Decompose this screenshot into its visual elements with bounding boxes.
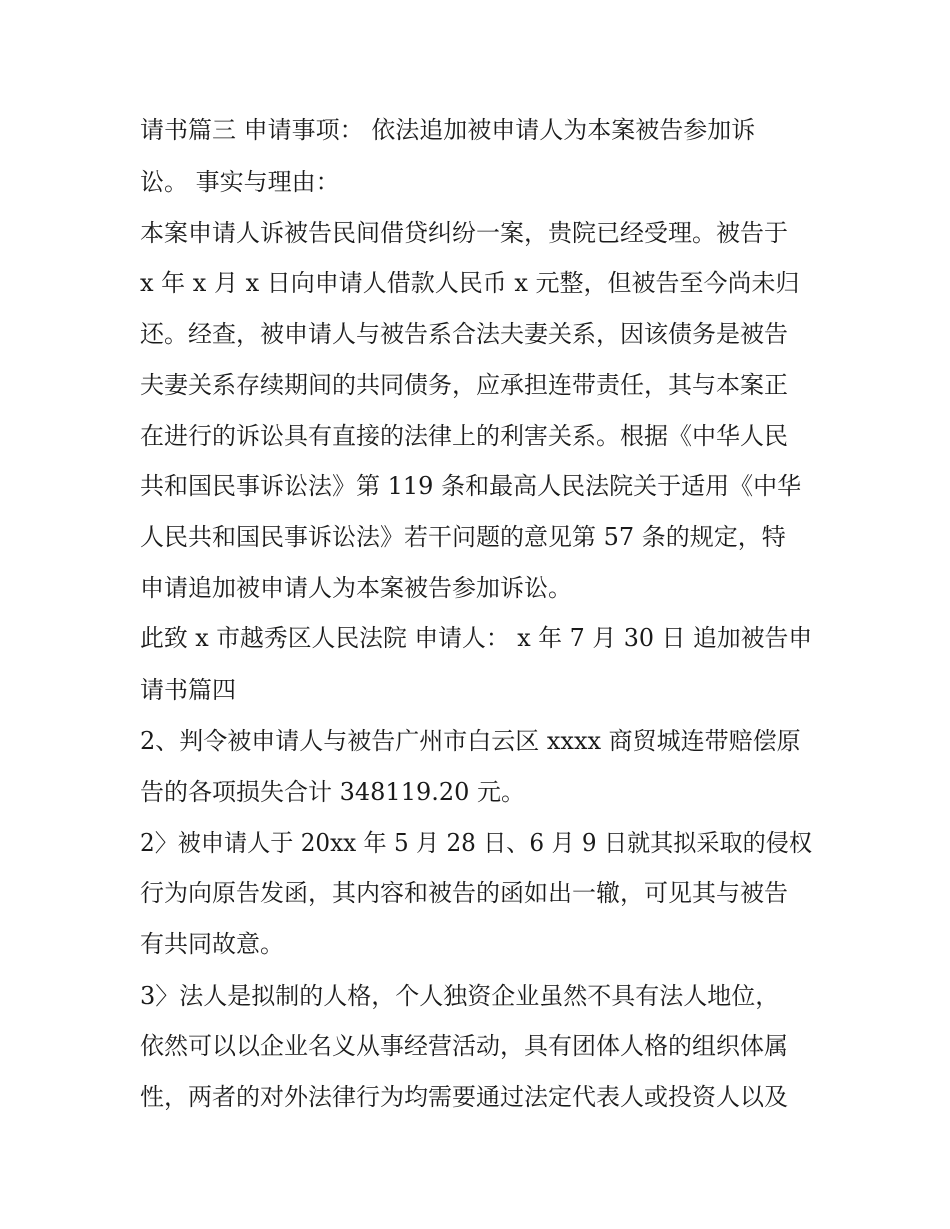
text-line: 本案申请人诉被告民间借贷纠纷一案，贵院已经受理。被告于 <box>140 219 788 247</box>
text-line: 还。经查，被申请人与被告系合法夫妻关系，因该债务是被告 <box>140 320 788 348</box>
text-line: 3〉法人是拟制的人格，个人独资企业虽然不具有法人地位， <box>140 982 780 1010</box>
text-line: 有共同故意。 <box>140 930 284 958</box>
text-line: 共和国民事诉讼法》第 119 条和最高人民法院关于适用《中华 <box>140 472 802 500</box>
text-line: 申请追加被申请人为本案被告参加诉讼。 <box>140 574 572 602</box>
text-line: 2、判令被申请人与被告广州市白云区 xxxx 商贸城连带赔偿原 <box>140 727 801 755</box>
text-line: 2〉被申请人于 20xx 年 5 月 28 日、6 月 9 日就其拟采取的侵权 <box>140 829 812 857</box>
text-line: 人民共和国民事诉讼法》若干问题的意见第 57 条的规定，特 <box>140 523 786 551</box>
text-line: 此致 x 市越秀区人民法院 申请人： x 年 7 月 30 日 追加被告申 <box>140 624 813 652</box>
text-line: 请书篇三 申请事项： 依法追加被申请人为本案被告参加诉 <box>140 116 756 144</box>
text-line: 讼。 事实与理由： <box>140 168 340 196</box>
text-line: 行为向原告发函，其内容和被告的函如出一辙，可见其与被告 <box>140 879 788 907</box>
text-line: x 年 x 月 x 日向申请人借款人民币 x 元整，但被告至今尚未归 <box>140 269 800 297</box>
text-line: 依然可以以企业名义从事经营活动，具有团体人格的组织体属 <box>140 1032 788 1060</box>
text-line: 夫妻关系存续期间的共同债务，应承担连带责任，其与本案正 <box>140 371 788 399</box>
text-line: 性，两者的对外法律行为均需要通过法定代表人或投资人以及 <box>140 1083 788 1111</box>
text-line: 告的各项损失合计 348119.20 元。 <box>140 778 526 806</box>
text-line: 在进行的诉讼具有直接的法律上的利害关系。根据《中华人民 <box>140 422 788 450</box>
text-line: 请书篇四 <box>140 676 236 704</box>
